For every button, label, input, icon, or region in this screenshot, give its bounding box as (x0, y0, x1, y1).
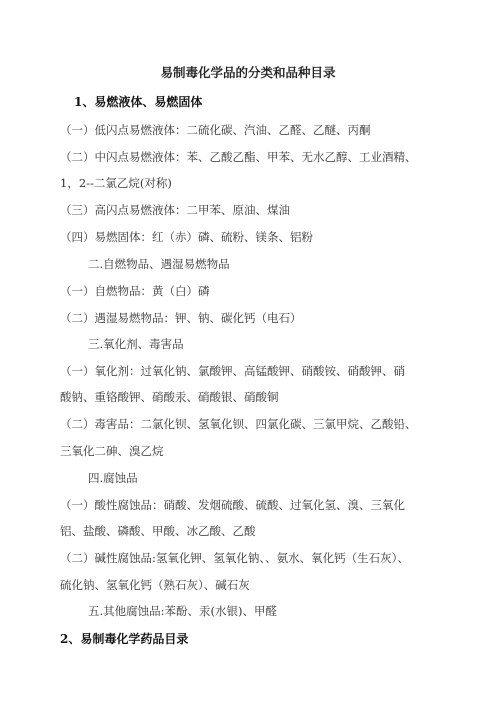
section-heading-spontaneous: 二.自燃物品、遇湿易燃物品 (88, 257, 230, 271)
list-item: （二）毒害品：二氯化钡、氢氧化钡、四氯化碳、三氯甲烷、乙酸铅、 (60, 417, 417, 431)
list-item: 铝、盐酸、磷酸、甲酸、冰乙酸、乙酸 (60, 524, 256, 538)
list-item: （一）氧化剂：过氧化钠、氯酸钾、高锰酸钾、硝酸铵、硝酸钾、硝 (60, 364, 405, 378)
list-item: （一）自燃物品：黄（白）磷 (60, 284, 210, 298)
list-item: 硫化钠、氢氧化钙（熟石灰）、碱石灰 (60, 578, 250, 592)
list-item: （一）低闪点易燃液体：二硫化碳、汽油、乙醛、乙醚、丙酮 (60, 123, 371, 137)
section-heading-flammable: 1、易燃液体、易燃固体 (74, 95, 203, 109)
list-item: （二）遇湿易燃物品：钾、钠、碳化钙（电石） (60, 311, 302, 325)
list-item: 三氧化二砷、溴乙烷 (60, 444, 164, 458)
list-item: （二）中闪点易燃液体：苯、乙酸乙酯、甲苯、无水乙醇、工业酒精、 (60, 150, 417, 164)
list-item: （三）高闪点易燃液体：二甲苯、原油、煤油 (60, 203, 290, 217)
section-heading-precursor-list: 2、易制毒化学药品目录 (60, 632, 189, 646)
section-heading-corrosive: 四.腐蚀品 (88, 471, 138, 485)
section-heading-oxidizer: 三.氧化剂、毒害品 (88, 337, 184, 351)
list-item: 1，2--二氯乙烷(对称) (60, 176, 172, 190)
list-item: （四）易燃固体：红（赤）磷、硫粉、镁条、铝粉 (60, 230, 313, 244)
list-item: （一）酸性腐蚀品：硝酸、发烟硫酸、硫酸、过氧化氢、溴、三氧化 (60, 498, 405, 512)
list-item: 酸钠、重铬酸钾、硝酸汞、硝酸银、硝酸铜 (60, 390, 279, 404)
list-item: （二）碱性腐蚀品:氢氧化钾、氢氧化钠、、氨水、氧化钙（生石灰）、 (60, 551, 409, 565)
section-heading-other-corrosive: 五.其他腐蚀品:苯酚、汞(水银)、甲醛 (88, 604, 278, 618)
document-title: 易制毒化学品的分类和品种目录 (160, 65, 336, 80)
